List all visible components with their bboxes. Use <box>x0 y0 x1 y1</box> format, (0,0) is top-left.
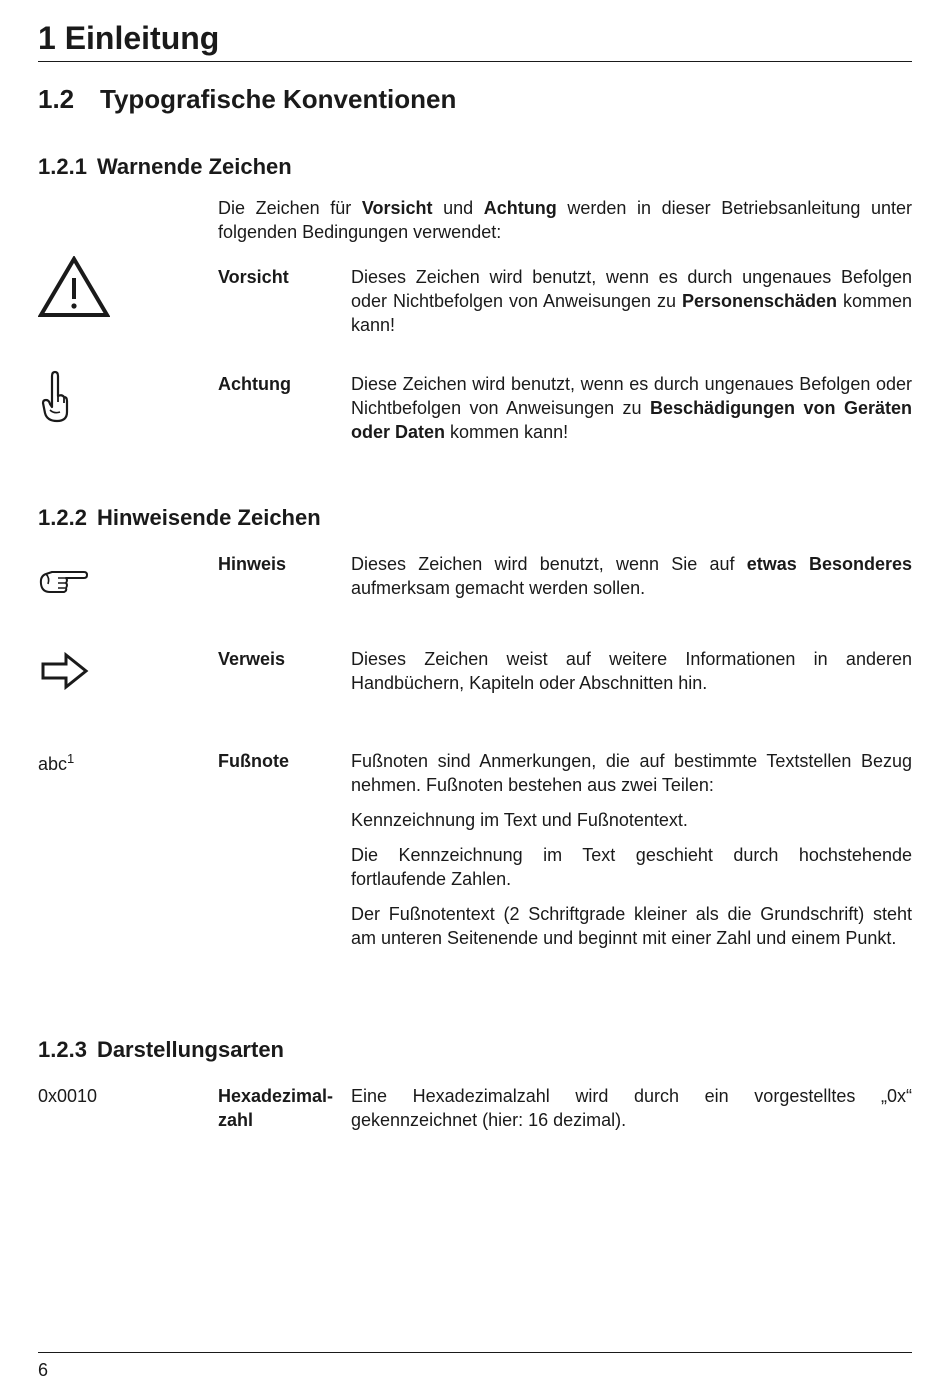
hex-example: 0x0010 <box>38 1086 98 1106</box>
desc-text: Dieses Zeichen wird benutzt, wenn es durch ungenaues Befolgen oder Nichtbefolgen von Anweisungen zu <box>351 267 912 311</box>
section-number: 1.2 <box>38 84 75 114</box>
desc-text: aufmerksam gemacht werden sollen. <box>351 578 646 598</box>
subsection-number: 1.2.1 <box>38 154 87 179</box>
subsection-number: 1.2.2 <box>38 505 87 530</box>
footnote-example-sup: 1 <box>67 751 75 766</box>
chapter-divider <box>38 61 912 62</box>
footnote-example-text: abc <box>38 754 68 774</box>
footnote-paragraph: Kennzeichnung im Text und Fußnotentext. <box>351 810 688 830</box>
label-line: Hexadezimal- <box>218 1086 334 1106</box>
label-line: zahl <box>218 1110 254 1130</box>
desc-hexadezimalzahl: Eine Hexadezimalzahl wird durch ein vorgestelltes „0x“ gekennzeichnet (hier: 16 dezimal). <box>351 1086 912 1130</box>
footnote-paragraph: Fußnoten sind Anmerkungen, die auf bestimmte Textstellen Bezug nehmen. Fußnoten bestehen aus zwei Teilen: <box>351 751 912 795</box>
label-hexadezimalzahl <box>218 1084 350 1132</box>
desc-hinweis <box>351 552 912 600</box>
desc-bold: Personenschäden <box>681 291 838 311</box>
desc-text: Dieses Zeichen wird benutzt, wenn Sie auf <box>351 554 747 574</box>
desc-text: Diese Zeichen wird benutzt, wenn es durch ungenaues Befolgen oder Nichtbefolgen von Anweisungen zu <box>351 374 912 418</box>
subsection-title-text: Warnende Zeichen <box>96 154 292 179</box>
desc-text: kommen kann! <box>351 291 912 335</box>
pointing-finger-up-icon <box>40 370 70 424</box>
intro-text: Die Zeichen für <box>218 198 362 218</box>
intro-bold-vorsicht: Vorsicht <box>361 198 433 218</box>
intro-text: werden in dieser Betriebsanleitung unter folgenden Bedingungen verwendet: <box>218 198 912 242</box>
desc-bold: etwas Besonderes <box>746 554 912 574</box>
footnote-example <box>38 752 74 776</box>
warnings-intro <box>218 196 912 244</box>
desc-vorsicht <box>351 265 912 337</box>
outline-arrow-right-icon <box>40 652 90 690</box>
intro-text: und <box>432 198 484 218</box>
desc-text: kommen kann! <box>445 422 569 442</box>
subsection-title-hints <box>38 503 321 533</box>
footer-divider <box>38 1352 912 1353</box>
label-vorsicht: Vorsicht <box>218 267 289 287</box>
desc-achtung <box>351 372 912 444</box>
pointing-hand-right-icon <box>38 566 88 596</box>
desc-verweis: Dieses Zeichen weist auf weitere Informationen in anderen Handbüchern, Kapiteln oder Abschnitten hin. <box>351 649 912 693</box>
label-verweis: Verweis <box>218 649 286 669</box>
subsection-title-warnings <box>38 152 292 182</box>
intro-bold-achtung: Achtung <box>483 198 557 218</box>
label-hinweis: Hinweis <box>218 554 287 574</box>
label-achtung: Achtung <box>218 374 291 394</box>
page-number: 6 <box>38 1360 49 1380</box>
section-title <box>38 82 456 116</box>
chapter-title: 1 Einleitung <box>38 20 220 56</box>
subsection-title-text: Darstellungsarten <box>96 1037 284 1062</box>
warning-triangle-icon <box>38 256 110 318</box>
subsection-title-representations <box>38 1035 284 1065</box>
desc-bold: Beschädigungen von Geräten oder Daten <box>351 398 912 442</box>
subsection-title-text: Hinweisende Zeichen <box>96 505 321 530</box>
label-fussnote: Fußnote <box>218 751 289 771</box>
footnote-paragraph: Die Kennzeichnung im Text geschieht durch hochstehende fortlaufende Zahlen. <box>351 845 912 889</box>
section-title-text: Typografische Konventionen <box>100 84 457 114</box>
subsection-number: 1.2.3 <box>38 1037 87 1062</box>
footnote-paragraph: Der Fußnotentext (2 Schriftgrade kleiner als die Grundschrift) steht am unteren Seitenende und beginnt mit einer Zahl und einem Punkt. <box>351 904 912 948</box>
desc-fussnote <box>351 749 912 961</box>
